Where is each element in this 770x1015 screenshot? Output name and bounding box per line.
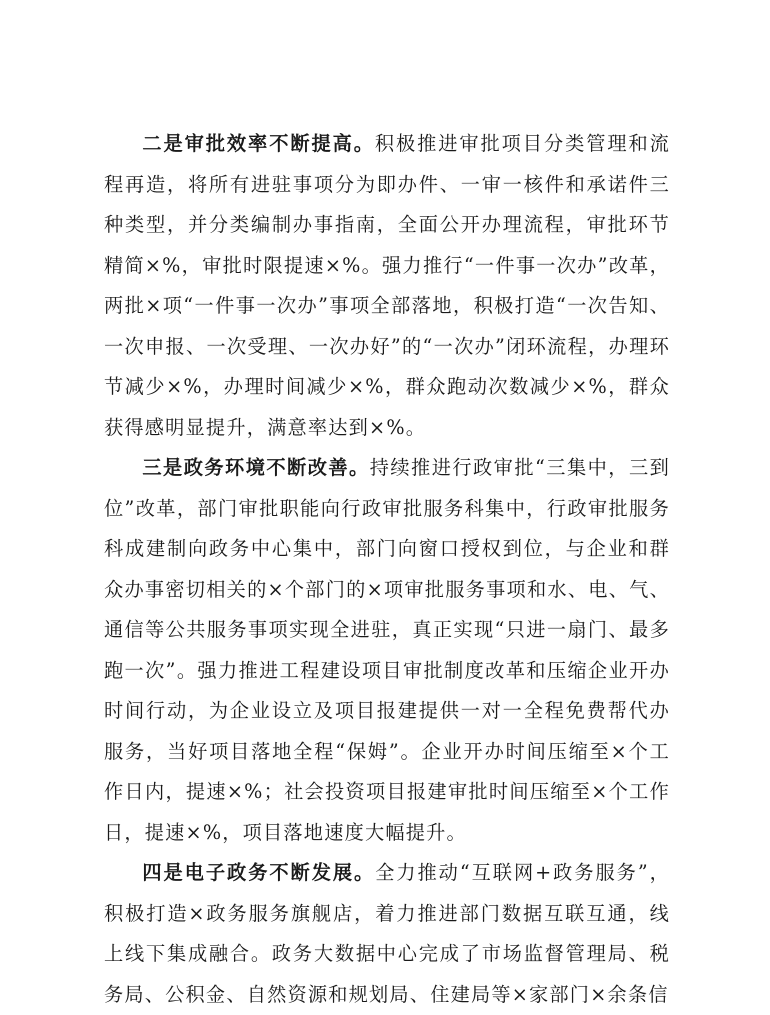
paragraph-body: 积极推进审批项目分类管理和流程再造，将所有进驻事项分为即办件、一审一核件和承诺件三种类型，并分类编制办事指南，全面公开办理流程，审批环节精简×%，审批时限提速×%。强力推行“一件事一次办”改革，两批×项“一件事一次办”事项全部落地，积极打造“一次告知、一次申报、一次受理、一次办好”的“一次办”闭环流程，办理环节减少×%，办理时间减少×%，群众跑动次数减少×%，群众获得感明显提升，满意率达到×%。 xyxy=(104,132,670,439)
paragraph-body: 全力推动“互联网+政务服务”，积极打造×政务服务旗舰店，着力推进部门数据互联互通，线上线下集成融合。政务大数据中心完成了市场监督管理局、税务局、公积金、自然资源和规划局、住建局等×家部门×余条信 xyxy=(104,861,670,1006)
paragraph-lead: 四是电子政务不断发展。 xyxy=(142,861,376,884)
paragraph-lead: 二是审批效率不断提高。 xyxy=(142,132,375,155)
paragraph-government-environment xyxy=(104,448,670,853)
paragraph-approval-efficiency xyxy=(104,124,670,448)
paragraph-body: 持续推进行政审批“三集中，三到位”改革，部门审批职能向行政审批服务科集中，行政审批服务科成建制向政务中心集中，部门向窗口授权到位，与企业和群众办事密切相关的×个部门的×项审批服务事项和水、电、气、通信等公共服务事项实现全进驻，真正实现“只进一扇门、最多跑一次”。强力推进工程建设项目审批制度改革和压缩企业开办时间行动，为企业设立及项目报建提供一对一全程免费帮代办服务，当好项目落地全程“保姆”。企业开办时间压缩至×个工作日内，提速×%；社会投资项目报建审批时间压缩至×个工作日，提速×%，项目落地速度大幅提升。 xyxy=(104,456,671,844)
paragraph-e-government xyxy=(104,853,670,1015)
document-page xyxy=(104,124,670,1015)
paragraph-lead: 三是政务环境不断改善。 xyxy=(142,456,370,479)
